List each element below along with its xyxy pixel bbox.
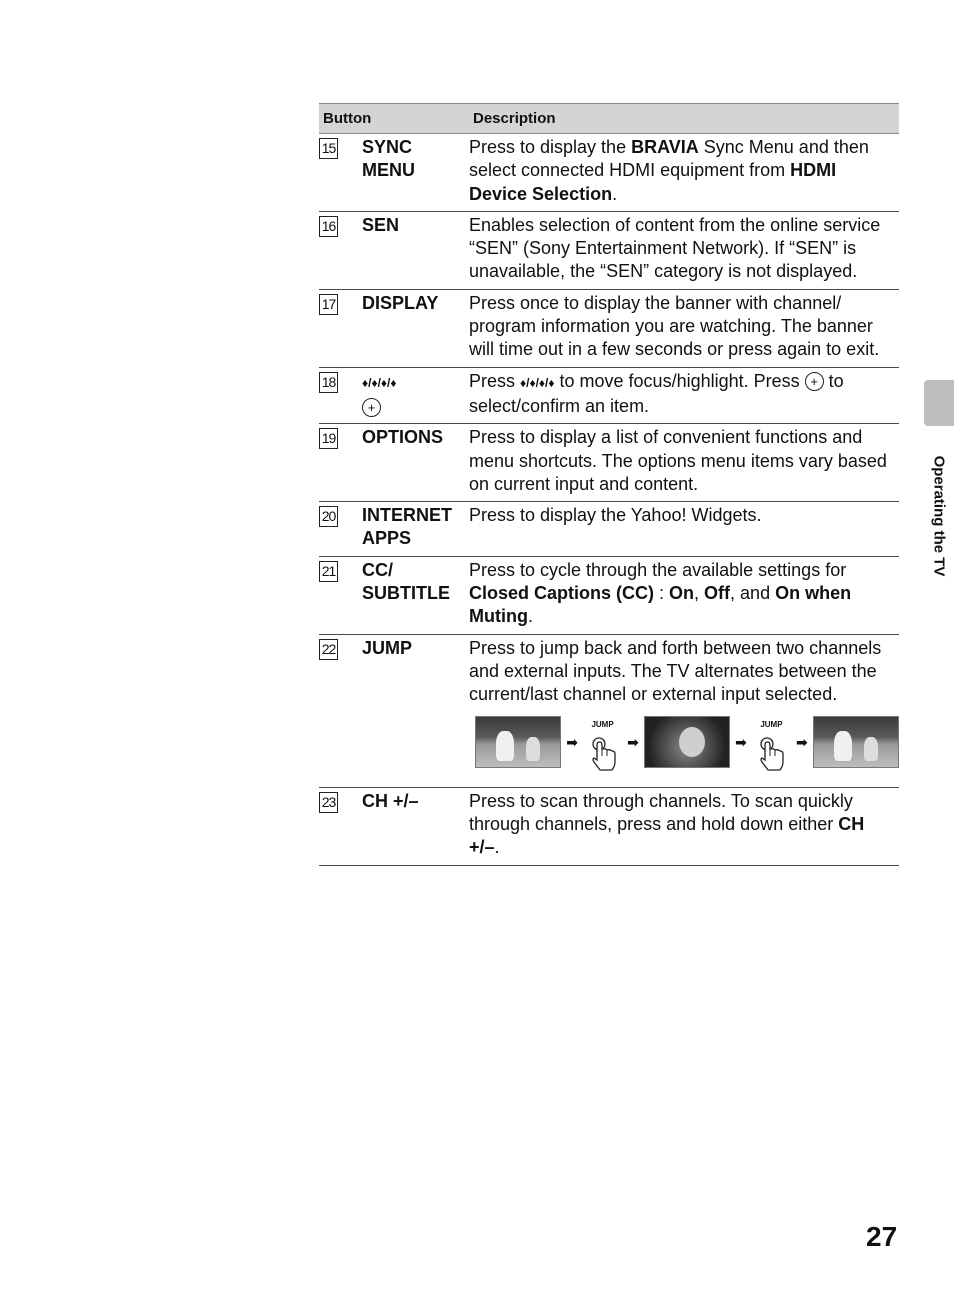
row-number-badge: 16 (319, 216, 338, 237)
row-number-cell (319, 134, 362, 212)
button-name: JUMP (362, 637, 413, 658)
desc-text: Press to cycle through the available settings for (469, 559, 847, 580)
button-description-table (319, 103, 899, 866)
desc-text: Press once to display the banner with channel/ program information you are watching. The banner will time out in a few seconds or press again to exit. (469, 292, 880, 360)
desc-text: . (612, 183, 618, 204)
button-name-cell (362, 211, 469, 289)
description-cell (469, 634, 899, 787)
desc-text: Press to jump back and forth between two channels and external inputs. The TV alternates between the current/last channel or external input selected. (469, 637, 882, 705)
player-figure (864, 737, 878, 761)
right-arrow-icon: ➡ (735, 733, 747, 750)
button-name: SYNC MENU (362, 137, 415, 181)
row-number-badge: 23 (319, 792, 338, 813)
desc-bold-text: On when Muting (469, 583, 852, 627)
row-number-cell (319, 502, 362, 557)
row-number-badge: 18 (319, 372, 338, 393)
button-name-cell (362, 134, 469, 212)
row-number-badge: 22 (319, 639, 338, 660)
button-name: DISPLAY (362, 292, 439, 313)
description-cell (469, 211, 899, 289)
desc-bold-text: Closed Captions (CC) (469, 583, 655, 604)
desc-bold-text: Off (704, 583, 731, 604)
table-row (319, 556, 899, 634)
table-row (319, 289, 899, 367)
desc-text: to select/confirm an item. (469, 370, 844, 416)
desc-text: Press to display the (469, 137, 632, 157)
row-number-cell (319, 424, 362, 502)
row-number-cell (319, 634, 362, 787)
channel-thumbnail (813, 716, 899, 768)
button-name-cell (362, 556, 469, 634)
row-number-badge: 20 (319, 506, 338, 527)
desc-text: Press to scan through channels. To scan quickly through channels, press and hold down either (469, 790, 853, 835)
row-number-badge: 21 (319, 561, 338, 582)
desc-bold-text: On (669, 583, 695, 604)
enter-circle-plus-icon: + (362, 398, 381, 417)
jump-label: JUMP (760, 719, 783, 729)
table-row (319, 211, 899, 289)
side-tab-label: Operating the TV (930, 455, 948, 577)
row-number-cell (319, 787, 362, 865)
table-row (319, 787, 899, 865)
row-number-cell (319, 367, 362, 424)
desc-text: : (654, 583, 670, 604)
enter-circle-plus-icon: + (805, 372, 824, 391)
page-number: 27 (866, 1221, 898, 1252)
table-header-row (319, 104, 899, 134)
desc-text: Sync Menu and then select connected HDMI equipment from (469, 137, 869, 181)
desc-text: Press (469, 370, 521, 391)
jump-hand-press-icon (752, 713, 791, 772)
jump-label: JUMP (591, 719, 614, 729)
player-figure (834, 731, 852, 761)
button-name-cell (362, 634, 469, 787)
desc-text: , (694, 583, 705, 604)
side-tab (924, 380, 954, 426)
description-cell (469, 502, 899, 557)
channel-thumbnail (475, 716, 561, 768)
button-name-cell (362, 787, 469, 865)
description-cell (469, 787, 899, 865)
description-cell (469, 367, 899, 424)
desc-text: . (527, 606, 533, 627)
button-name-cell (362, 367, 469, 424)
jump-illustration (475, 713, 899, 772)
description-cell (469, 289, 899, 367)
header-description: Description (469, 104, 899, 134)
row-number-badge: 17 (319, 294, 338, 315)
desc-text: to move focus/highlight. Press (554, 370, 805, 391)
desc-bold-text: CH +/– (469, 814, 865, 858)
header-button: Button (319, 104, 469, 134)
channel-thumbnail (644, 716, 730, 768)
row-number-badge: 19 (319, 428, 338, 449)
row-number-cell (319, 211, 362, 289)
table-row (319, 502, 899, 557)
right-arrow-icon: ➡ (796, 733, 808, 750)
right-arrow-icon: ➡ (566, 733, 578, 750)
jump-hand-press-icon (583, 713, 622, 772)
player-figure (496, 731, 514, 761)
desc-text: , and (730, 583, 776, 604)
row-number-badge: 15 (319, 138, 338, 159)
description-cell (469, 134, 899, 212)
button-name: CH +/– (362, 790, 419, 811)
button-name-cell (362, 289, 469, 367)
desc-arrows: ♦/♦/♦/♦ (520, 375, 555, 390)
row-number-cell (319, 289, 362, 367)
button-name-cell (362, 424, 469, 502)
table-row (319, 134, 899, 212)
desc-text: Press to display a list of convenient functions and menu shortcuts. The options menu items vary based on current input and content. (469, 427, 887, 494)
button-name: SEN (362, 214, 400, 235)
desc-text: Press to display the Yahoo! Widgets. (469, 505, 762, 526)
description-cell (469, 556, 899, 634)
player-figure (526, 737, 540, 761)
desc-bold-text: HDMI Device Selection (469, 160, 837, 204)
arrow-buttons-label: ♦/♦/♦/♦ (362, 375, 397, 390)
table-row (319, 634, 899, 787)
button-name: INTERNET APPS (362, 505, 452, 549)
desc-text: . (494, 837, 500, 858)
button-name: CC/ SUBTITLE (362, 559, 450, 604)
button-name-cell (362, 502, 469, 557)
desc-text: Enables selection of content from the online service “SEN” (Sony Entertainment Network). If “SEN” is unavailable, the “SEN” category is not displayed. (469, 214, 881, 282)
right-arrow-icon: ➡ (627, 733, 639, 750)
description-cell (469, 424, 899, 502)
table-row (319, 424, 899, 502)
desc-bold-text: BRAVIA (631, 137, 699, 157)
ball-figure (679, 727, 705, 757)
table-row (319, 367, 899, 424)
button-name: OPTIONS (362, 427, 444, 448)
row-number-cell (319, 556, 362, 634)
